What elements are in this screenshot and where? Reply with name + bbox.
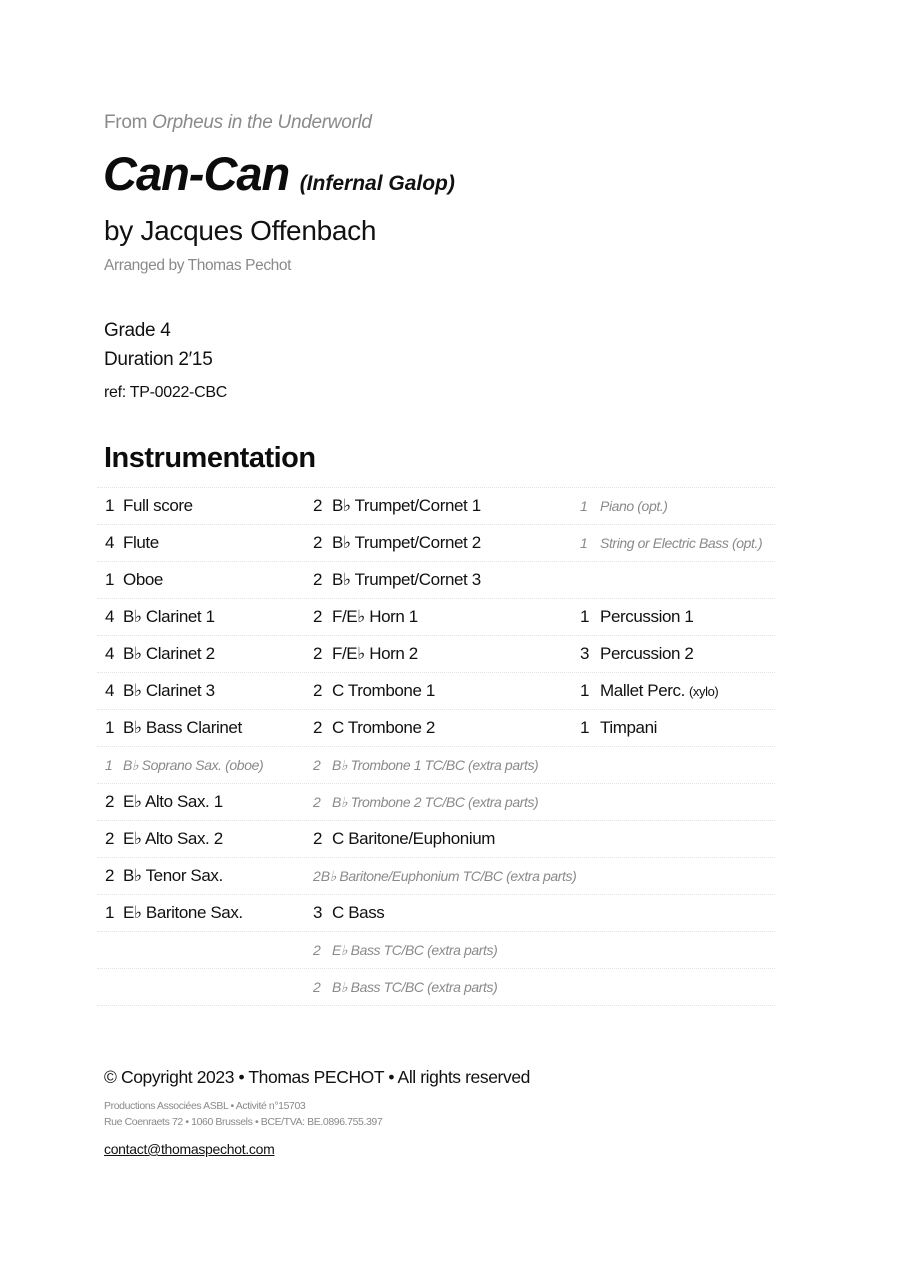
composer: by Jacques Offenbach bbox=[104, 215, 377, 246]
instrument-cell bbox=[305, 525, 573, 561]
part-quantity: 2 bbox=[105, 866, 115, 885]
instrument-cell bbox=[305, 636, 573, 672]
instrument-name: B♭ Bass TC/BC (extra parts) bbox=[332, 978, 498, 995]
instrument-name: Timpani bbox=[600, 718, 658, 737]
instrument-cell bbox=[305, 895, 573, 931]
instrument-name: Oboe bbox=[123, 570, 163, 589]
instrument-cell bbox=[573, 599, 775, 635]
part-quantity: 3 bbox=[313, 903, 323, 922]
part-quantity: 1 bbox=[105, 496, 115, 515]
table-row bbox=[97, 673, 775, 710]
part-quantity: 2 bbox=[313, 644, 323, 663]
table-row bbox=[97, 488, 775, 525]
part-quantity: 2 bbox=[313, 794, 321, 810]
instrument-cell bbox=[97, 784, 305, 820]
instrument-cell bbox=[305, 562, 573, 598]
instrument-cell bbox=[97, 710, 305, 746]
instrument-cell bbox=[573, 747, 775, 783]
part-quantity: 1 bbox=[580, 718, 590, 737]
instrument-name: B♭ Trumpet/Cornet 1 bbox=[332, 496, 481, 515]
arranger: Arranged by Thomas Pechot bbox=[104, 257, 292, 274]
table-row bbox=[97, 969, 775, 1006]
instrument-cell bbox=[305, 710, 573, 746]
instrument-cell bbox=[305, 858, 577, 894]
instrument-cell bbox=[97, 821, 305, 857]
reference-code: ref: TP-0022-CBC bbox=[104, 384, 227, 401]
instrument-cell bbox=[305, 932, 573, 968]
instrument-name: B♭ Soprano Sax. (oboe) bbox=[123, 756, 264, 773]
instrument-cell bbox=[97, 636, 305, 672]
table-row bbox=[97, 895, 775, 932]
copyright: © Copyright 2023 • Thomas PECHOT • All rights reserved bbox=[104, 1067, 531, 1087]
instrument-name: String or Electric Bass (opt.) bbox=[600, 535, 763, 551]
instrument-name: B♭ Bass Clarinet bbox=[123, 718, 242, 737]
table-row bbox=[97, 599, 775, 636]
part-quantity: 1 bbox=[580, 535, 588, 551]
instrument-cell bbox=[305, 673, 573, 709]
instrument-name: Percussion 2 bbox=[600, 644, 694, 663]
instrument-cell bbox=[573, 932, 775, 968]
instrumentation-heading: Instrumentation bbox=[104, 442, 316, 474]
instrument-cell bbox=[305, 821, 573, 857]
grade: Grade 4 bbox=[104, 320, 171, 341]
instrument-cell bbox=[573, 784, 775, 820]
part-quantity: 1 bbox=[105, 903, 115, 922]
instrument-name: E♭ Alto Sax. 1 bbox=[123, 792, 223, 811]
instrument-name: E♭ Baritone Sax. bbox=[123, 903, 243, 922]
piece-subtitle: (Infernal Galop) bbox=[299, 172, 455, 195]
part-quantity: 4 bbox=[105, 681, 115, 700]
instrument-name: B♭ Baritone/Euphonium TC/BC (extra parts) bbox=[320, 867, 577, 884]
instrument-cell bbox=[97, 599, 305, 635]
instrument-name: E♭ Bass TC/BC (extra parts) bbox=[332, 941, 498, 958]
instrument-name: B♭ Trombone 2 TC/BC (extra parts) bbox=[332, 793, 539, 810]
instrumentation-table bbox=[97, 487, 775, 1006]
part-quantity: 1 bbox=[580, 498, 588, 514]
table-row bbox=[97, 858, 775, 895]
instrument-name: Percussion 1 bbox=[600, 607, 694, 626]
instrument-cell bbox=[305, 747, 573, 783]
instrument-cell bbox=[97, 932, 305, 968]
part-quantity: 2 bbox=[313, 496, 323, 515]
part-quantity: 4 bbox=[105, 644, 115, 663]
instrument-cell bbox=[573, 821, 775, 857]
instrument-cell bbox=[97, 858, 305, 894]
instrument-name: B♭ Clarinet 1 bbox=[123, 607, 215, 626]
instrument-name: C Baritone/Euphonium bbox=[332, 829, 496, 848]
instrument-name: B♭ Trumpet/Cornet 3 bbox=[332, 570, 481, 589]
part-quantity: 2 bbox=[313, 979, 321, 995]
instrument-name: Full score bbox=[123, 496, 193, 515]
instrument-cell bbox=[305, 599, 573, 635]
instrument-name: C Trombone 1 bbox=[332, 681, 435, 700]
piece-title: Can-Can bbox=[103, 147, 290, 200]
part-quantity: 2 bbox=[105, 792, 115, 811]
part-quantity: 2 bbox=[313, 570, 323, 589]
part-quantity: 2 bbox=[313, 868, 321, 884]
instrument-note: (xylo) bbox=[688, 683, 719, 699]
instrument-name: E♭ Alto Sax. 2 bbox=[123, 829, 223, 848]
part-quantity: 1 bbox=[105, 570, 115, 589]
publisher-line: Productions Associées ASBL • Activité n°15703 bbox=[104, 1100, 306, 1112]
part-quantity: 2 bbox=[313, 718, 323, 737]
instrument-cell bbox=[97, 895, 305, 931]
instrument-cell bbox=[573, 969, 775, 1005]
instrument-name: B♭ Clarinet 2 bbox=[123, 644, 215, 663]
duration: Duration 2′15 bbox=[104, 349, 213, 370]
instrument-cell bbox=[97, 488, 305, 524]
instrument-cell bbox=[305, 488, 573, 524]
instrument-cell bbox=[573, 488, 775, 524]
part-quantity: 1 bbox=[580, 681, 590, 700]
instrument-cell bbox=[305, 969, 573, 1005]
table-row bbox=[97, 525, 775, 562]
part-quantity: 4 bbox=[105, 533, 115, 552]
table-row bbox=[97, 636, 775, 673]
part-quantity: 2 bbox=[313, 829, 323, 848]
instrument-cell bbox=[97, 525, 305, 561]
part-quantity: 4 bbox=[105, 607, 115, 626]
part-quantity: 2 bbox=[313, 681, 323, 700]
instrument-name: F/E♭ Horn 1 bbox=[332, 607, 418, 626]
instrument-cell bbox=[97, 562, 305, 598]
instrument-cell bbox=[573, 673, 775, 709]
table-row bbox=[97, 710, 775, 747]
table-row bbox=[97, 821, 775, 858]
source-work-title: Orpheus in the Underworld bbox=[152, 112, 372, 133]
table-row bbox=[97, 932, 775, 969]
table-row bbox=[97, 784, 775, 821]
instrument-cell bbox=[573, 525, 775, 561]
instrument-name: F/E♭ Horn 2 bbox=[332, 644, 418, 663]
instrument-name: C Trombone 2 bbox=[332, 718, 435, 737]
instrument-cell bbox=[573, 895, 775, 931]
instrument-cell bbox=[573, 562, 775, 598]
source-work-line bbox=[104, 112, 372, 134]
instrument-cell bbox=[573, 636, 775, 672]
part-quantity: 2 bbox=[313, 757, 321, 773]
instrument-name: Mallet Perc. bbox=[600, 681, 685, 700]
table-row bbox=[97, 562, 775, 599]
part-quantity: 1 bbox=[580, 607, 590, 626]
part-quantity: 3 bbox=[580, 644, 590, 663]
instrument-cell bbox=[573, 710, 775, 746]
instrument-name: B♭ Tenor Sax. bbox=[123, 866, 223, 885]
instrument-cell bbox=[97, 969, 305, 1005]
part-quantity: 1 bbox=[105, 757, 113, 773]
table-row bbox=[97, 747, 775, 784]
part-quantity: 2 bbox=[105, 829, 115, 848]
part-quantity: 2 bbox=[313, 533, 323, 552]
instrument-name: B♭ Clarinet 3 bbox=[123, 681, 215, 700]
part-quantity: 2 bbox=[313, 607, 323, 626]
instrument-name: Piano (opt.) bbox=[600, 498, 668, 514]
instrument-name: Flute bbox=[123, 533, 159, 552]
part-quantity: 2 bbox=[313, 942, 321, 958]
instrument-name: B♭ Trumpet/Cornet 2 bbox=[332, 533, 481, 552]
instrument-name: C Bass bbox=[332, 903, 385, 922]
instrument-cell bbox=[97, 673, 305, 709]
instrument-cell bbox=[573, 858, 775, 894]
instrument-name: B♭ Trombone 1 TC/BC (extra parts) bbox=[332, 756, 539, 773]
part-quantity: 1 bbox=[105, 718, 115, 737]
contact-email-link[interactable]: contact@thomaspechot.com bbox=[104, 1141, 275, 1157]
instrument-cell bbox=[305, 784, 573, 820]
address-line: Rue Coenraets 72 • 1060 Brussels • BCE/TVA: BE.0896.755.397 bbox=[104, 1116, 383, 1128]
from-prefix: From bbox=[104, 112, 153, 133]
instrument-cell bbox=[97, 747, 305, 783]
title-line bbox=[103, 146, 455, 201]
